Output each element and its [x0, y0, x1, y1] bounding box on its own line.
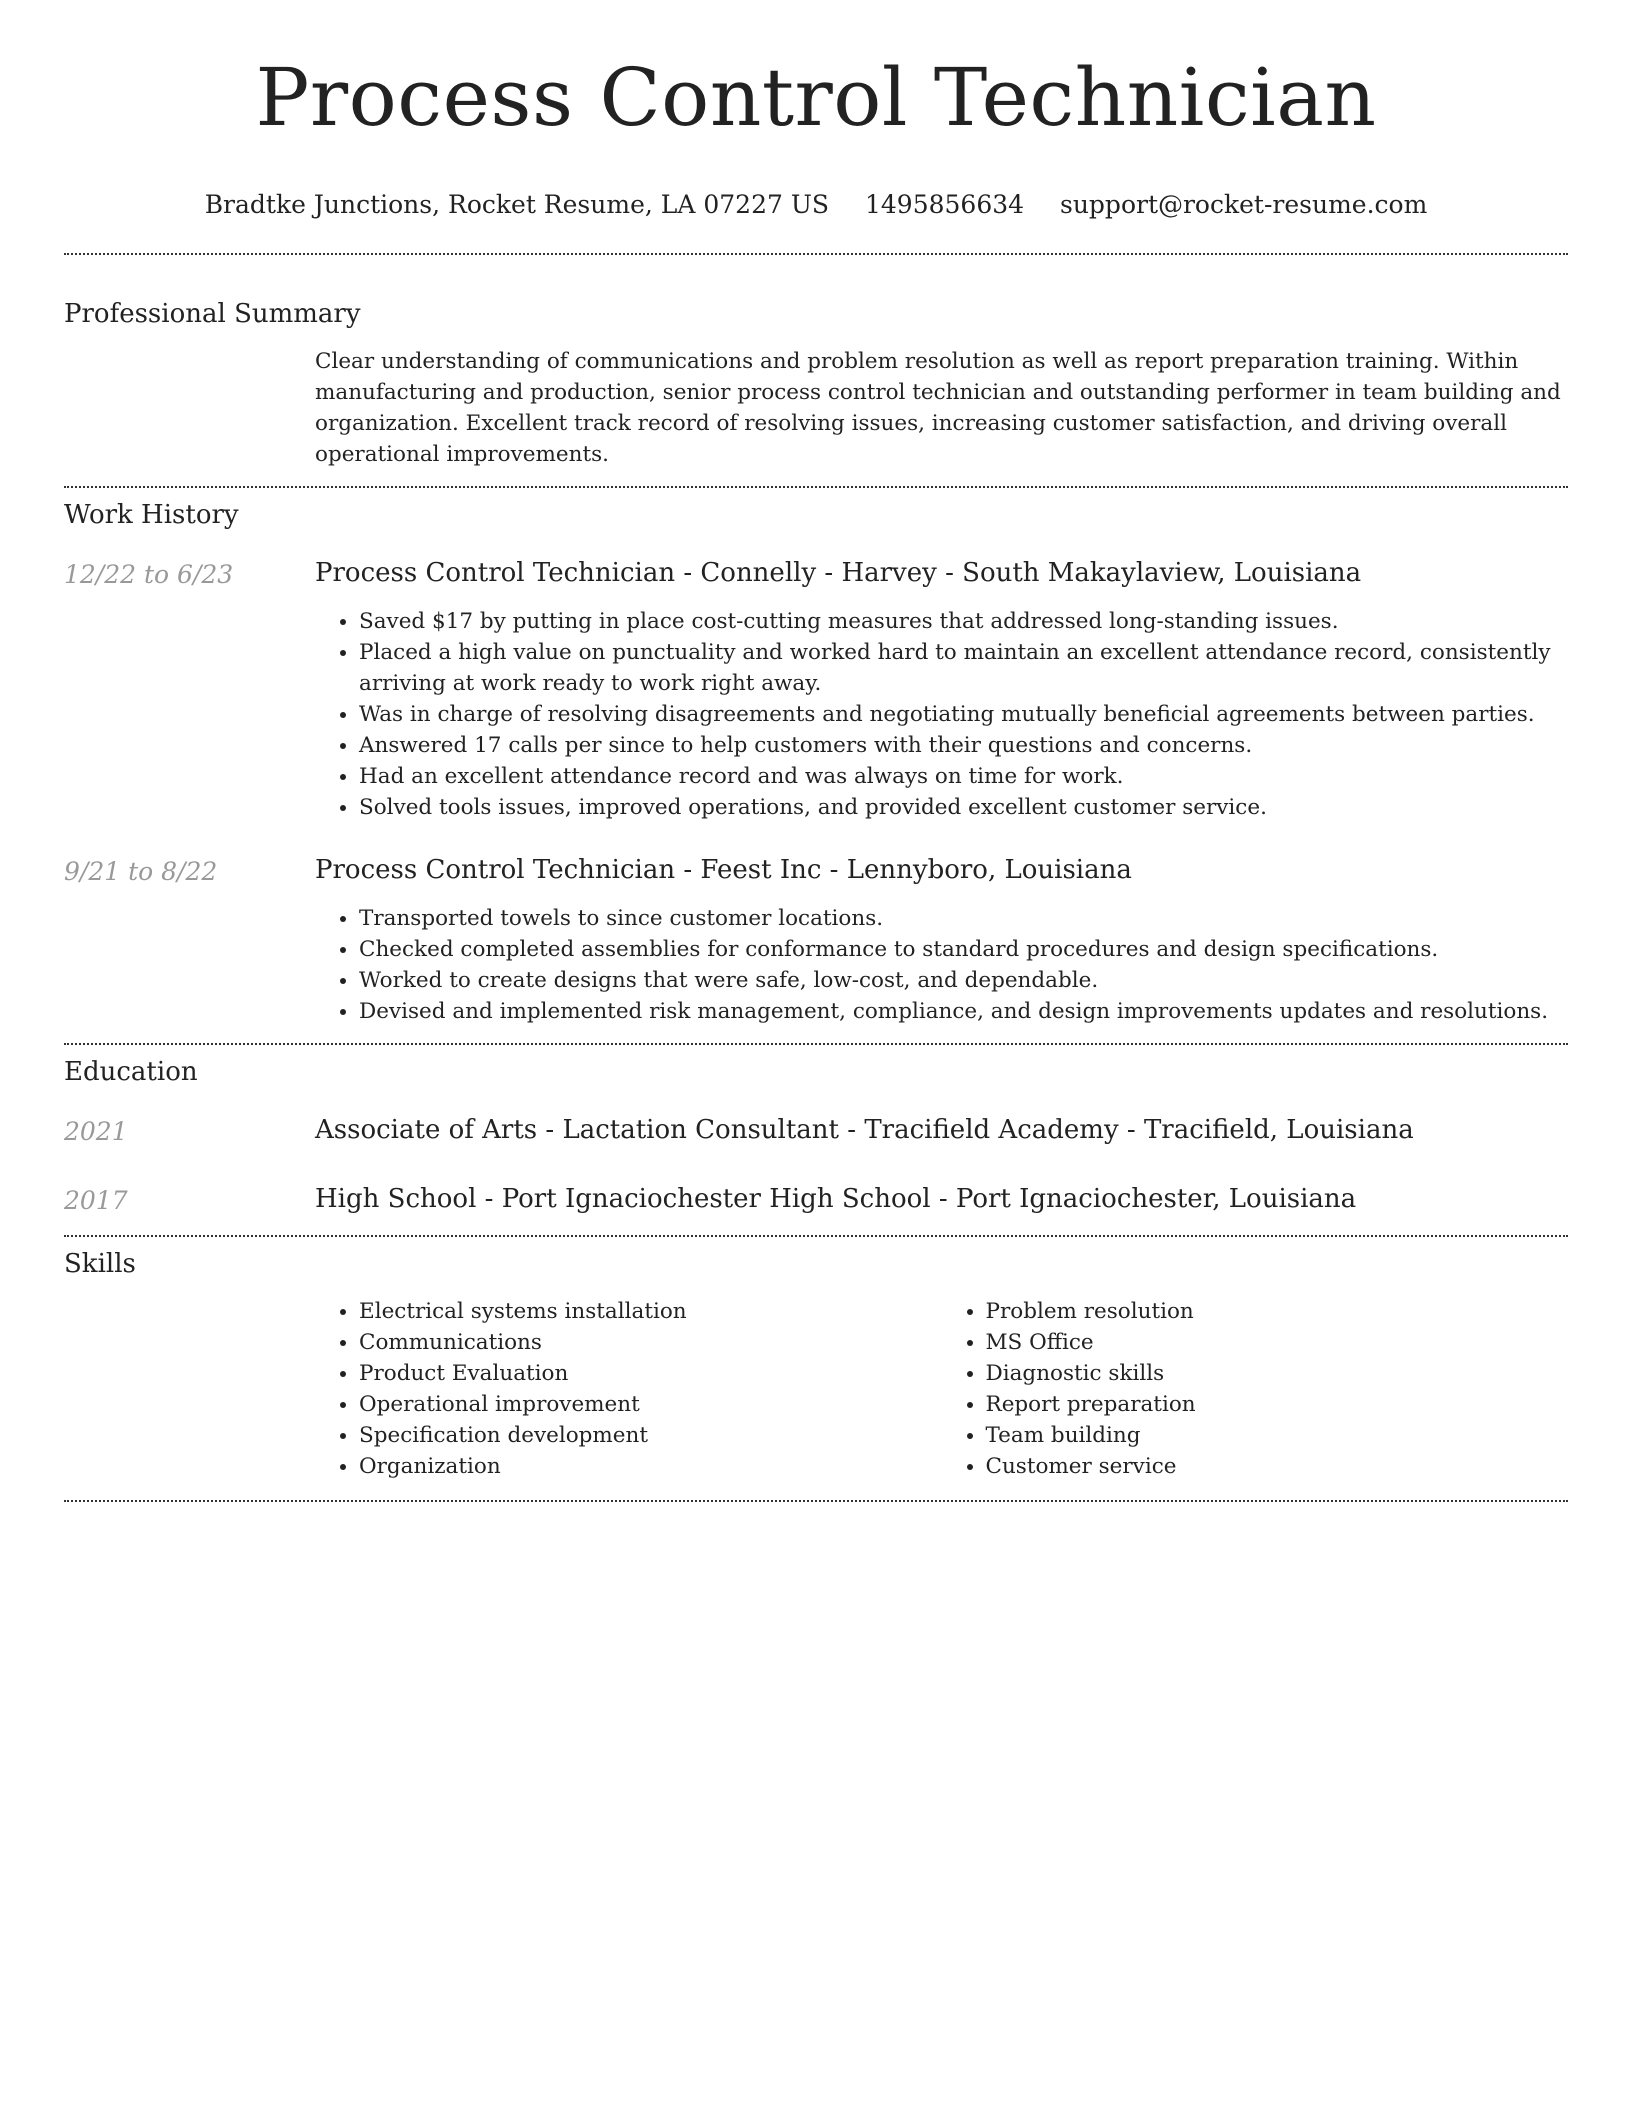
skill-item: • Electrical systems installation	[359, 1296, 942, 1327]
job-details: - Connelly - Harvey - South Makaylaview, Louisiana	[675, 557, 1362, 588]
list-item: • Had an excellent attendance record and was always on time for work.	[359, 761, 1568, 792]
skills-list-left	[315, 1296, 942, 1482]
list-item: • Checked completed assemblies for conformance to standard procedures and design specifications.	[359, 934, 1568, 965]
summary-heading: Professional Summary	[64, 298, 361, 329]
work-history-heading: Work History	[64, 499, 239, 530]
list-item: • Transported towels to since customer locations.	[359, 903, 1568, 934]
job-entry	[64, 557, 1568, 823]
education-degree: Associate of Arts - Lactation Consultant	[315, 1114, 839, 1145]
list-item: • Devised and implemented risk management, compliance, and design improvements updates and resolutions.	[359, 996, 1568, 1027]
education-year: 2021	[64, 1116, 128, 1146]
job-heading	[315, 557, 1568, 588]
job-details: - Feest Inc - Lennyboro, Louisiana	[675, 854, 1132, 885]
education-entry	[64, 1114, 1568, 1146]
skill-item: • Customer service	[986, 1451, 1569, 1482]
skill-item: • Product Evaluation	[359, 1358, 942, 1389]
education-year: 2017	[64, 1185, 128, 1215]
phone: 1495856634	[864, 189, 1025, 219]
divider	[64, 1043, 1568, 1045]
skill-item: • Problem resolution	[986, 1296, 1569, 1327]
skills-row	[64, 1296, 1568, 1482]
list-item: • Placed a high value on punctuality and worked hard to maintain an excellent attendance record, consistently arriving at work ready to work right away.	[359, 637, 1568, 699]
skills-list-right	[942, 1296, 1569, 1482]
divider	[64, 1500, 1568, 1502]
divider	[64, 1235, 1568, 1237]
summary-row	[64, 346, 1568, 470]
list-item: • Solved tools issues, improved operations, and provided excellent customer service.	[359, 792, 1568, 823]
skill-item: • Diagnostic skills	[986, 1358, 1569, 1389]
list-item: • Was in charge of resolving disagreements and negotiating mutually beneficial agreements between parties.	[359, 699, 1568, 730]
skill-item: • Communications	[359, 1327, 942, 1358]
education-details: - Tracifield Academy - Tracifield, Louisiana	[839, 1114, 1414, 1145]
job-dates: 12/22 to 6/23	[64, 559, 234, 589]
job-bullets	[315, 606, 1568, 823]
education-heading: Education	[64, 1056, 198, 1087]
job-title: Process Control Technician	[315, 557, 676, 588]
contact-line	[64, 189, 1568, 219]
summary-text: Clear understanding of communications and problem resolution as well as report preparation training. Within manufacturing and production, senior process control technician and outstanding performer in team building and organization. Excellent track record of resolving issues, increasing customer satisfaction, and driving overall operational improvements.	[315, 348, 1561, 467]
list-item: • Saved $17 by putting in place cost-cutting measures that addressed long-standing issues.	[359, 606, 1568, 637]
skill-item: • Team building	[986, 1420, 1569, 1451]
list-item: • Worked to create designs that were safe, low-cost, and dependable.	[359, 965, 1568, 996]
skill-item: • Operational improvement	[359, 1389, 942, 1420]
job-title: Process Control Technician	[315, 854, 676, 885]
list-item: • Answered 17 calls per since to help customers with their questions and concerns.	[359, 730, 1568, 761]
education-entry	[64, 1183, 1568, 1215]
skill-item: • Specification development	[359, 1420, 942, 1451]
job-heading	[315, 854, 1568, 885]
education-details: - Port Ignaciochester High School - Port Ignaciochester, Louisiana	[476, 1183, 1357, 1214]
job-dates: 9/21 to 8/22	[64, 856, 218, 886]
candidate-name: Process Control Technician	[255, 51, 1377, 144]
resume-page	[64, 0, 1568, 1502]
education-degree: High School	[315, 1183, 477, 1214]
job-bullets	[315, 903, 1568, 1027]
skills-heading: Skills	[64, 1248, 136, 1279]
address: Bradtke Junctions, Rocket Resume, LA 07227 US	[204, 189, 830, 219]
skill-item: • Report preparation	[986, 1389, 1569, 1420]
divider	[64, 486, 1568, 488]
email: support@rocket-resume.com	[1060, 189, 1428, 219]
skill-item: • Organization	[359, 1451, 942, 1482]
skill-item: • MS Office	[986, 1327, 1569, 1358]
divider	[64, 253, 1568, 255]
job-entry	[64, 854, 1568, 1027]
